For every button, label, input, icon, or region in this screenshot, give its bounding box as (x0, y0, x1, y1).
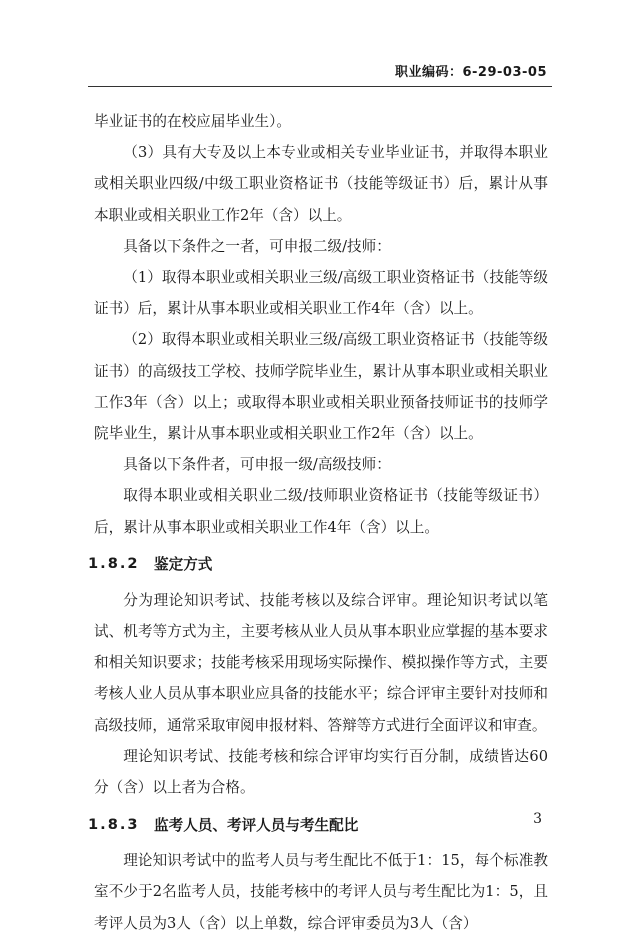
paragraph-group-assessment (94, 585, 548, 803)
page-body (88, 106, 548, 939)
paragraph-group-eligibility (94, 106, 548, 543)
body-paragraph: （2）取得本职业或相关职业三级/高级工职业资格证书（技能等级证书）的高级技工学校、技师学院毕业生，累计从事本职业或相关职业工作3年（含）以上；或取得本职业或相关职业预备技师证书的技师学院毕业生，累计从事本职业或相关职业工作2年（含）以上。 (94, 331, 548, 443)
body-paragraph: 取得本职业或相关职业二级/技师职业资格证书（技能等级证书）后，累计从事本职业或相关职业工作4年（含）以上。 (94, 487, 548, 536)
paragraph-group-ratio (94, 845, 548, 939)
occupation-code: 职业编码：6-29-03-05 (394, 65, 547, 80)
body-paragraph: （3）具有大专及以上本专业或相关专业毕业证书，并取得本职业或相关职业四级/中级工职业资格证书（技能等级证书）后，累计从事本职业或相关职业工作2年（含）以上。 (94, 144, 548, 224)
body-paragraph: 理论知识考试、技能考核和综合评审均实行百分制，成绩皆达60分（含）以上者为合格。 (94, 747, 548, 797)
section-title: 鉴定方式 (154, 556, 213, 574)
section-number: 1.8.3 (88, 815, 140, 833)
body-paragraph: 具备以下条件者，可申报一级/高级技师： (123, 456, 391, 474)
section-title: 监考人员、考评人员与考生配比 (154, 816, 359, 834)
section-heading-1-8-2 (88, 547, 548, 581)
body-paragraph: （1）取得本职业或相关职业三级/高级工职业资格证书（技能等级证书）后，累计从事本职业或相关职业工作4年（含）以上。 (94, 269, 548, 318)
body-paragraph: 理论知识考试中的监考人员与考生配比不低于1：15，每个标准教室不少于2名监考人员，技能考核中的考评人员与考生配比为1：5，且考评人员为3人（含）以上单数，综合评审委员为3人（含） (94, 852, 548, 932)
section-number: 1.8.2 (88, 555, 140, 573)
header-divider (88, 86, 552, 87)
body-paragraph: 分为理论知识考试、技能考核以及综合评审。理论知识考试以笔试、机考等方式为主，主要考核从业人员从事本职业应掌握的基本要求和相关知识要求；技能考核采用现场实际操作、模拟操作等方式，主要考核人业人员从事本职业应具备的技能水平；综合评审主要针对技师和高级技师，通常采取审阅申报材料、答辩等方式进行全面评议和审查。 (94, 591, 548, 734)
page-number: 3 (533, 811, 542, 827)
body-paragraph: 具备以下条件之一者，可申报二级/技师： (123, 237, 391, 255)
section-heading-1-8-3 (88, 807, 548, 841)
body-paragraph: 毕业证书的在校应届毕业生）。 (94, 113, 292, 130)
